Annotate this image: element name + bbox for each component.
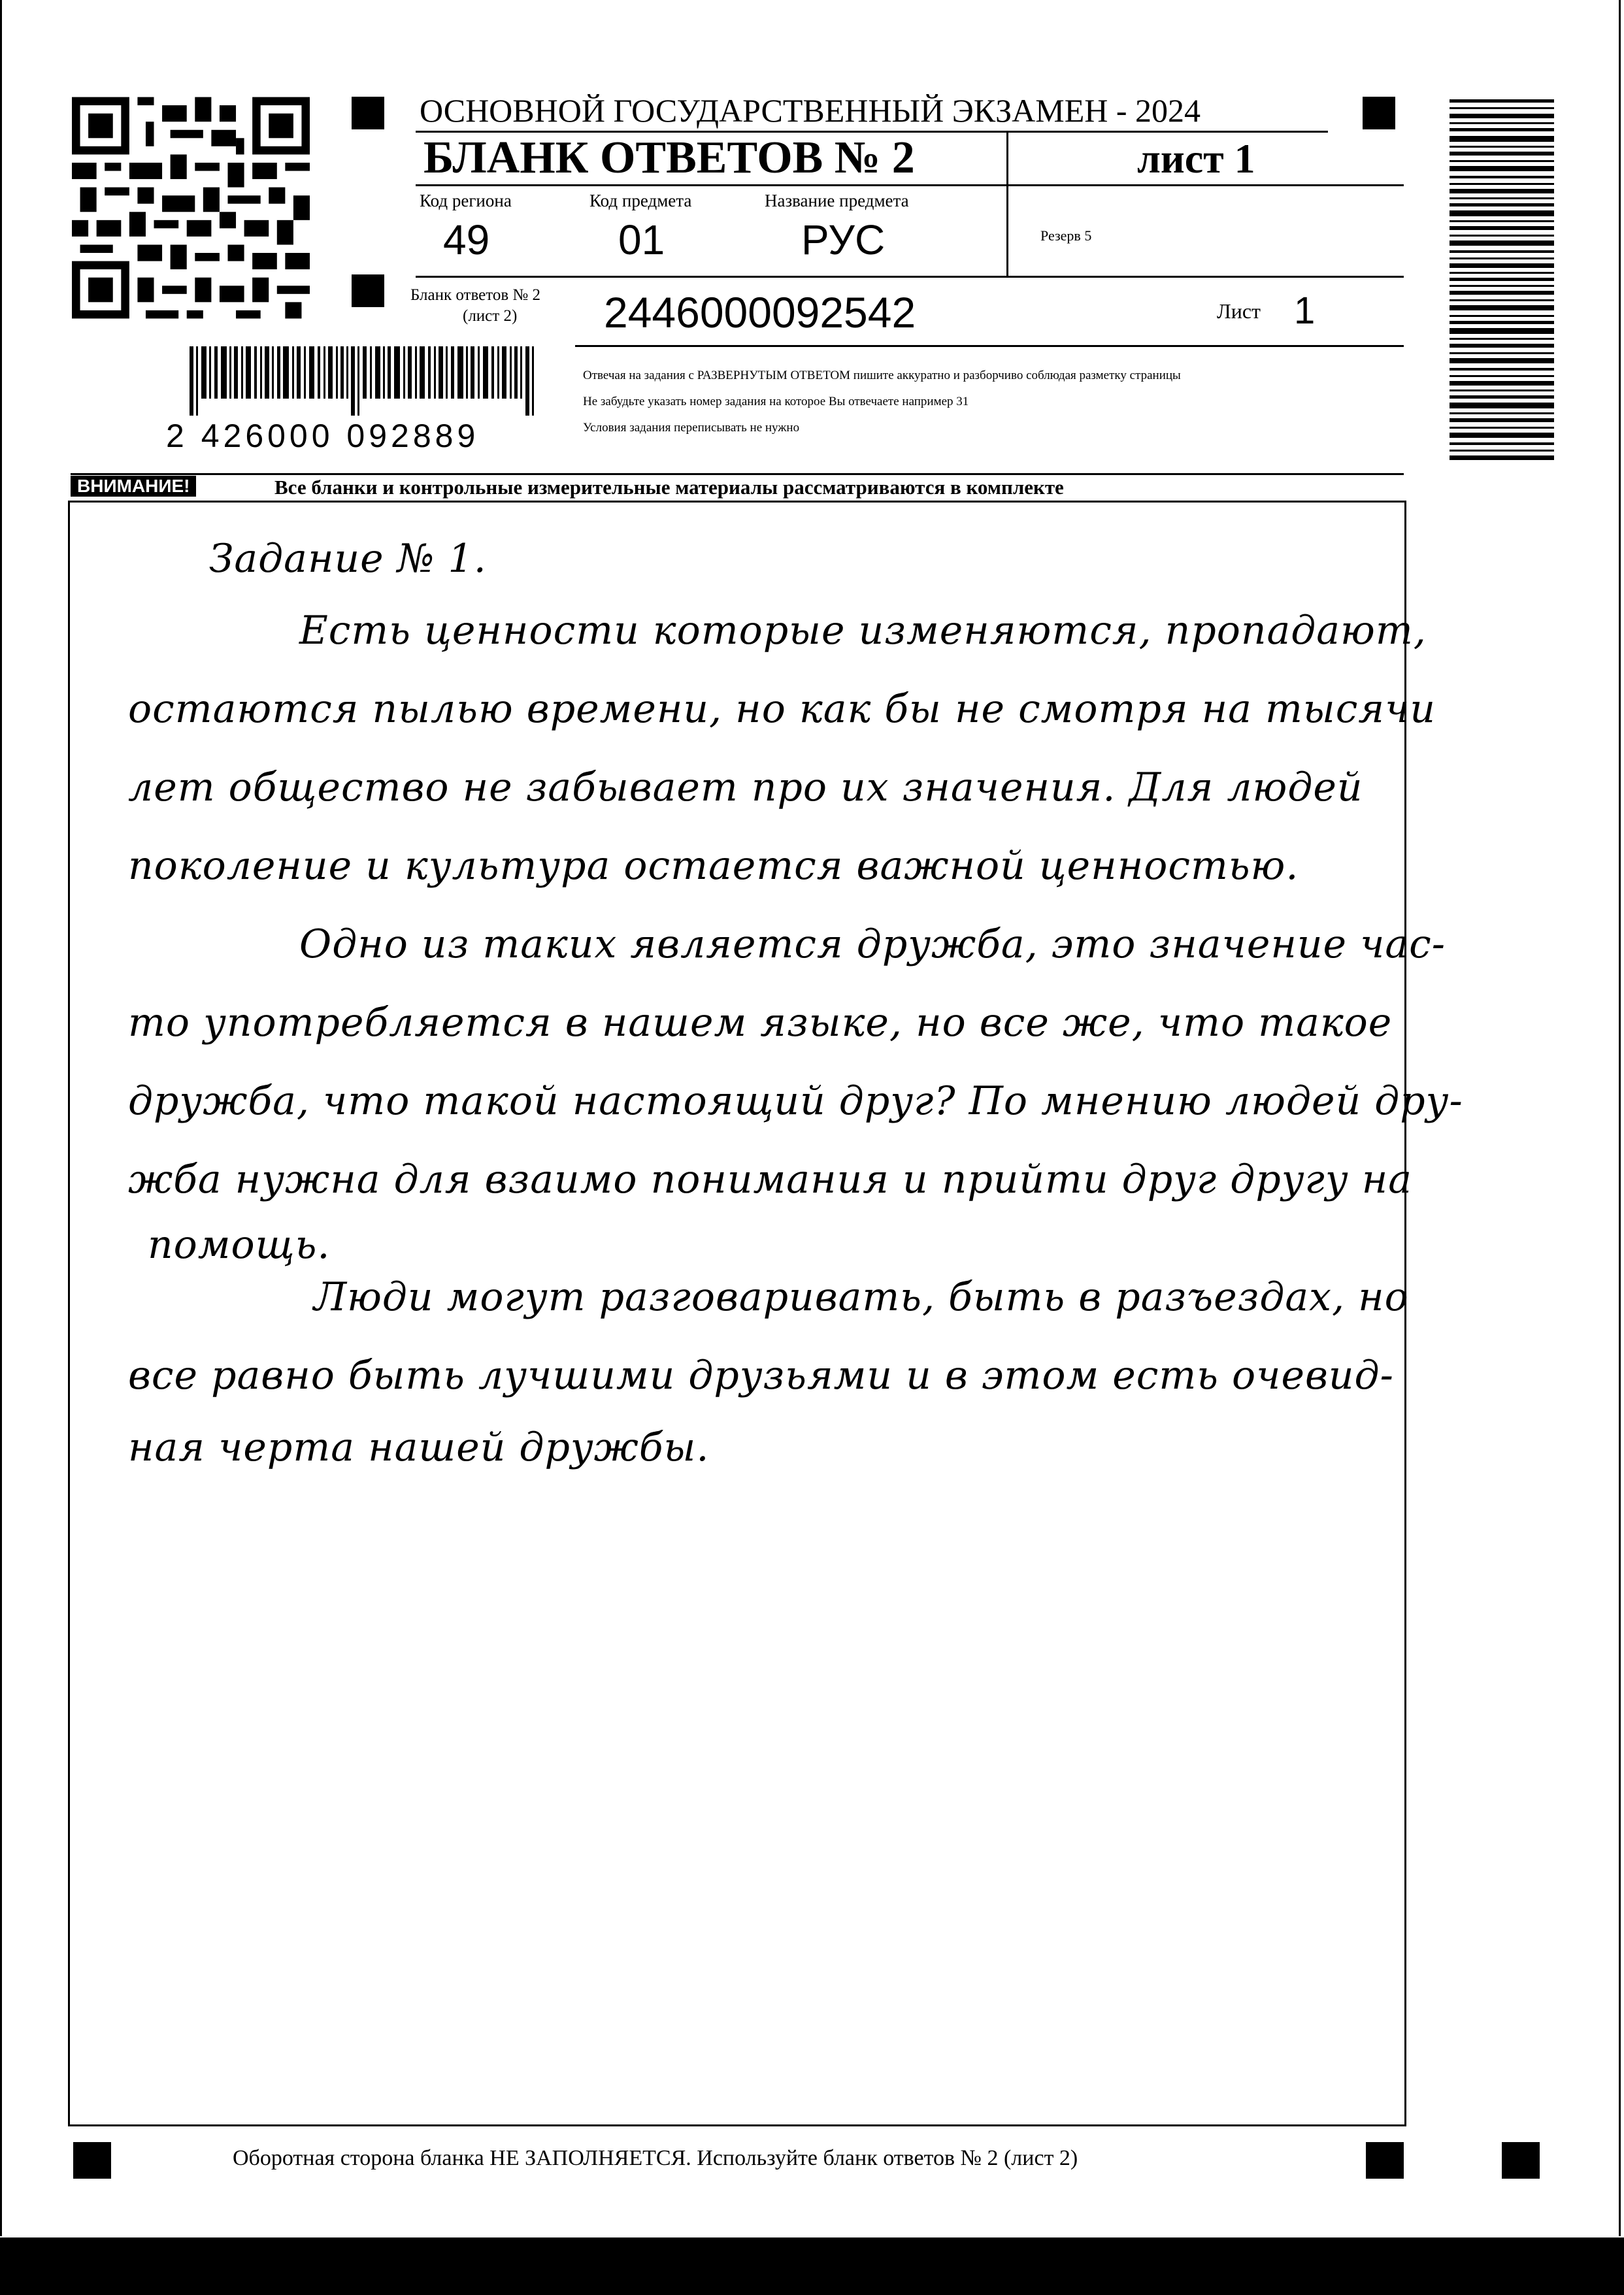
marker-square-top-right [1363,97,1395,129]
barcode-vertical [1450,99,1554,460]
list-label: Лист [1217,299,1261,323]
instruction-line-2: Не забудьте указать номер задания на которое Вы отвечаете например 31 [583,395,969,408]
marker-square-mid-left [352,274,384,307]
exam-title: ОСНОВНОЙ ГОСУДАРСТВЕННЫЙ ЭКЗАМЕН - 2024 [420,92,1201,129]
answer-line: помощь. [148,1222,331,1268]
reserve-label: Резерв 5 [1040,227,1092,244]
answer-line: Одно из таких является дружба, это значение час- [299,921,1446,967]
answer-line: все равно быть лучшими друзьями и в этом есть очевид- [128,1353,1394,1398]
answer-line: Есть ценности которые изменяются, пропадают, [299,608,1427,653]
subject-name-value: РУС [801,216,886,263]
attention-badge: ВНИМАНИЕ! [71,476,196,497]
header-line-1 [416,184,1404,186]
marker-square-bottom-left [73,2142,111,2179]
region-label: Код региона [420,191,512,210]
sheet-title: лист 1 [1137,135,1255,182]
marker-square-bottom-right-2 [1502,2142,1540,2179]
answer-line: жба нужна для взаимо понимания и прийти друг другу на [128,1157,1413,1202]
marker-square-bottom-right-1 [1366,2142,1404,2179]
qr-code [72,97,310,319]
barcode-number: 2 426000 092889 [166,418,480,454]
answer-line: дружба, что такой настоящий друг? По мнению людей дру- [128,1078,1463,1124]
subject-code-label: Код предмета [589,191,692,210]
blank-ref-line1: Бланк ответов № 2 [410,286,540,304]
answer-line: остаются пылью времени, но как бы не смотря на тысячи [128,686,1436,732]
blank-number: 2446000092542 [604,288,916,337]
answer-line: Задание № 1. [209,536,487,582]
instruction-line-3: Условия задания переписывать не нужно [583,421,800,435]
footer-text: Оборотная сторона бланка НЕ ЗАПОЛНЯЕТСЯ. Используйте бланк ответов № 2 (лист 2) [233,2146,1078,2170]
blank-ref-line2: (лист 2) [463,307,518,325]
answer-line: лет общество не забывает про их значения. Для людей [128,765,1363,810]
list-value: 1 [1294,289,1316,332]
instruction-line-1: Отвечая на задания с РАЗВЕРНУТЫМ ОТВЕТОМ пишите аккуратно и разборчиво соблюдая разметку страницы [583,369,1181,382]
answer-line: то употребляется в нашем языке, но все же, что такое [128,1000,1393,1046]
attention-underline [71,473,1404,475]
answer-line: поколение и культура остается важной ценностью. [128,843,1299,889]
region-value: 49 [443,216,490,263]
attention-text: Все бланки и контрольные измерительные материалы рассматриваются в комплекте [274,476,1064,499]
answer-line: Люди могут разговаривать, быть в разъездах, но [314,1274,1409,1320]
header-line-2 [416,276,1404,278]
scan-bottom-band [0,2237,1624,2295]
form-title: БЛАНК ОТВЕТОВ № 2 [423,133,915,183]
answer-line: ная черта нашей дружбы. [128,1425,710,1470]
marker-square-top-left [352,97,384,129]
header-divider-vertical [1006,132,1008,277]
subject-code-value: 01 [618,216,665,263]
header-line-3 [575,345,1404,347]
subject-name-label: Название предмета [765,191,909,210]
barcode-horizontal [190,346,539,416]
